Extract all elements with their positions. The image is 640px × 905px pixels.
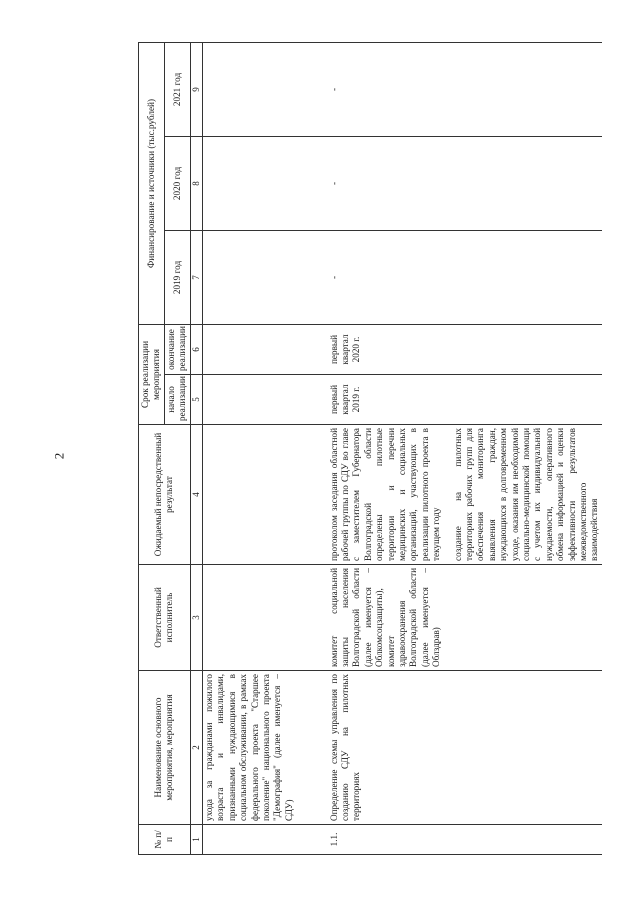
row-f2021	[203, 42, 328, 136]
row-num	[203, 825, 328, 855]
row-f2021: -	[328, 42, 602, 136]
header-year-2021: 2021 год	[164, 42, 190, 136]
row-f2020	[203, 136, 328, 230]
row-result: протоколом заседания областной рабочей группы по СДУ во главе с заместителем Губернатора Волгоградской области определены пилотные территории и перечни медицинских и социальных организаций, участвующих в реализации пилотного проекта в текущем году	[328, 428, 442, 561]
row-end	[203, 324, 328, 374]
index-cell: 5	[190, 375, 202, 425]
header-result: Ожидаемый непосредственный результат	[139, 425, 191, 565]
header-finance: Финансирование и источники (тыс.рублей)	[139, 42, 165, 324]
index-cell: 9	[190, 42, 202, 136]
index-cell: 7	[190, 230, 202, 324]
header-year-2019: 2019 год	[164, 230, 190, 324]
index-cell: 1	[190, 825, 202, 855]
header-name: Наименование основного мероприятия, мероприятия	[139, 671, 191, 825]
row-name: ухода за гражданами пожилого возраста и инвалидами, признанными нуждающимися в социальном обслуживании, в рамках федерального проекта "Старшее поколение" национального проекта "Демография" (далее именуется – СДУ)	[203, 671, 328, 825]
index-cell: 8	[190, 136, 202, 230]
row-result-2: создание на пилотных территориях рабочих групп для обеспечения мониторинга выявления граждан, нуждающихся в долговременном уходе, оказания им необходимой социально-медицинской помощи с учетом их индивидуальной нуждаемости, оперативного обмена информацией и оценки эффективности результатов межведомственного взаимодействия	[452, 428, 600, 561]
row-result	[203, 425, 328, 565]
index-cell: 2	[190, 671, 202, 825]
plan-table	[138, 42, 602, 855]
row-start: первый квартал 2019 г.	[328, 375, 602, 425]
row-end: первый квартал 2020 г.	[328, 324, 602, 374]
row-result-cell	[328, 425, 602, 565]
row-num: 1.1.	[328, 825, 602, 855]
index-row	[190, 42, 202, 854]
page-number: 2	[51, 452, 67, 460]
index-cell: 3	[190, 565, 202, 671]
header-term: Срок реализации мероприятия	[139, 324, 165, 424]
header-num: № п/п	[139, 825, 191, 855]
row-executor: комитет социальной защиты населения Волгоградской области (далее именуется – Облкомсоцзащиты), комитет здравоохранения Волгоградской области (далее именуется – Облздрав)	[328, 565, 602, 671]
header-executor: Ответственный исполнитель	[139, 565, 191, 671]
header-term-end: окончание реализации	[164, 324, 190, 374]
row-start	[203, 375, 328, 425]
index-cell: 4	[190, 425, 202, 565]
row-f2020: -	[328, 136, 602, 230]
header-year-2020: 2020 год	[164, 136, 190, 230]
row-name: Определение схемы управления по созданию СДУ на пилотных территориях	[328, 671, 602, 825]
header-term-start: начало реализации	[164, 375, 190, 425]
index-cell: 6	[190, 324, 202, 374]
table-row	[328, 42, 602, 854]
row-executor	[203, 565, 328, 671]
row-f2019: -	[328, 230, 602, 324]
row-f2019	[203, 230, 328, 324]
rotated-page	[138, 43, 638, 855]
table-row	[203, 42, 328, 854]
